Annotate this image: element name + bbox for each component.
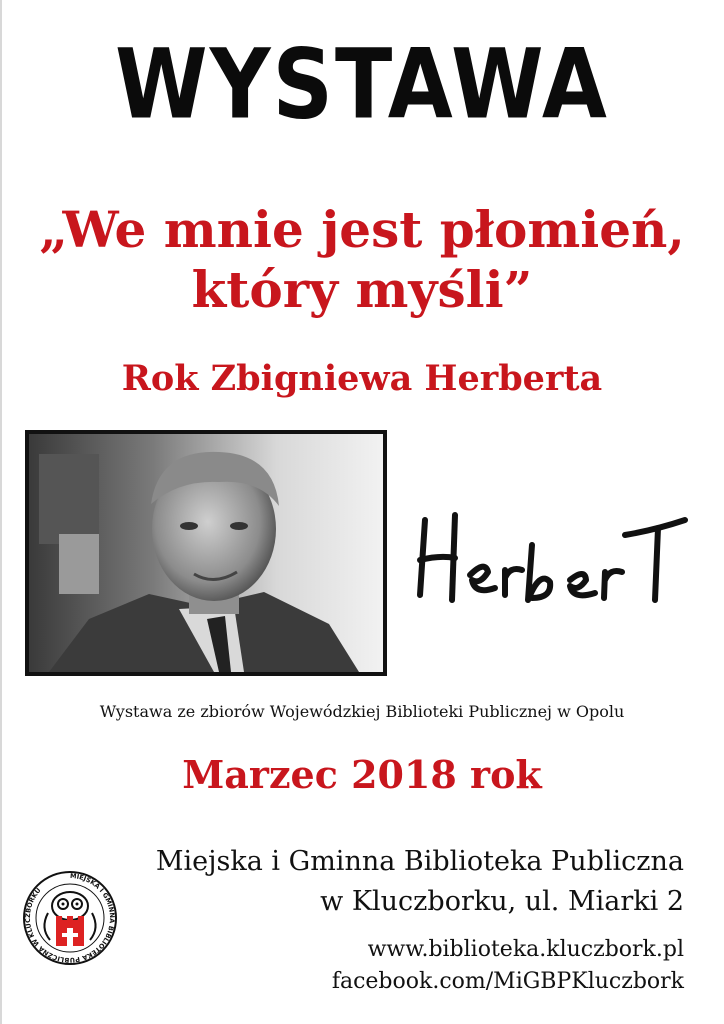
poster-subtitle: Rok Zbigniewa Herberta: [121, 358, 603, 399]
library-address-line: w Kluczborku, ul. Miarki 2: [320, 886, 684, 917]
exhibition-credit: Wystawa ze zbiorów Wojewódzkiej Biblioteki Publicznej w Opolu: [99, 702, 625, 721]
website-link[interactable]: www.biblioteka.kluczbork.pl: [367, 937, 684, 962]
poster-title: WYSTAWA: [115, 27, 609, 141]
poster-quote: [0, 200, 724, 320]
facebook-link[interactable]: facebook.com/MiGBPKluczbork: [331, 969, 684, 994]
left-edge-line: [0, 0, 2, 1024]
contact-links: [332, 934, 684, 998]
quote-line-1: „We mnie jest płomień,: [39, 200, 685, 259]
library-address: [156, 842, 684, 922]
exhibition-date: Marzec 2018 rok: [182, 752, 542, 797]
library-name-line: Miejska i Gminna Biblioteka Publiczna: [155, 846, 684, 877]
portrait-photo: [25, 430, 387, 676]
svg-text:MIEJSKA I GMINNA BIBLIOTEKA PU: MIEJSKA I GMINNA BIBLIOTEKA PUBLICZNA W KLUCZBORKU: [23, 871, 117, 965]
library-logo: [20, 868, 120, 968]
handwritten-signature: [410, 500, 700, 620]
quote-line-2: który myśli”: [191, 260, 533, 319]
